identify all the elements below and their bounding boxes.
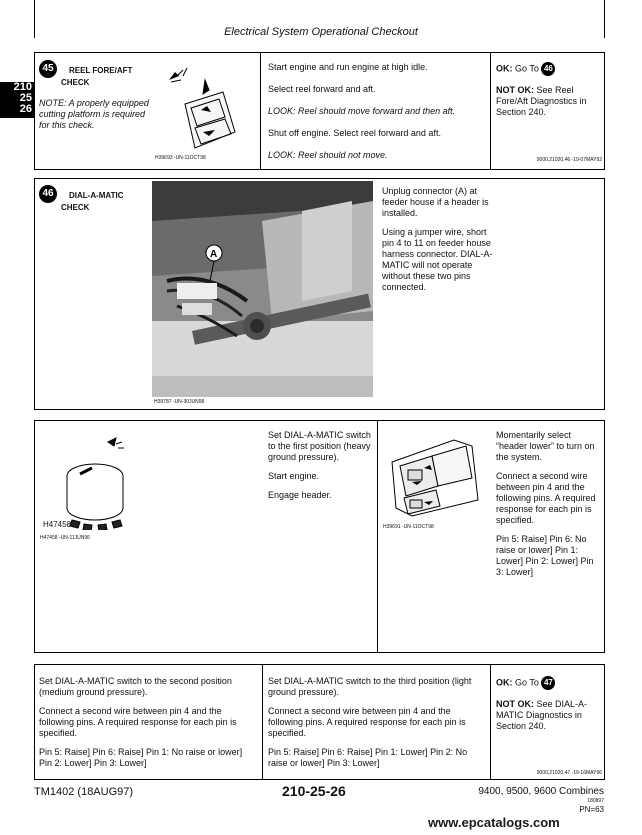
step-46c-col1-p2: Connect a second wire between pin 4 and the following pins. A required response for each pin is specified. — [39, 706, 237, 738]
step-45-notok-text: See Reel Fore/Aft Diagnostics in Section 240. — [496, 85, 587, 117]
step-46b-col1-p3: Engage header. — [268, 490, 332, 500]
footer-models: 9400, 9500, 9600 Combines — [478, 786, 604, 797]
step-46c-ref: 9000,21020,47 -19-16MAY96 — [536, 770, 602, 776]
reel-switch-illustration — [155, 62, 255, 160]
step-45-notok-line — [496, 85, 602, 118]
step-46c-col2-p2: Connect a second wire between pin 4 and the following pins. A required response for each pin is specified. — [268, 706, 466, 738]
step-46-photo-caption: H39787 -UN-30JUN98 — [154, 399, 205, 405]
step-45-ok-label: OK: — [496, 63, 513, 74]
side-tab-line1: 210 — [13, 81, 32, 93]
step-45-divider-1 — [260, 52, 261, 170]
footer-page-number: 210-25-26 — [282, 783, 346, 799]
step-46-title-line2: CHECK — [61, 203, 90, 212]
step-46c-col1 — [39, 676, 257, 769]
step-46c-col1-p1: Set DIAL-A-MATIC switch to the second position (medium ground pressure). — [39, 676, 232, 697]
step-46b-col1 — [268, 430, 373, 501]
step-45-ok-line — [496, 62, 602, 76]
step-46c-ok-step[interactable]: 47 — [541, 676, 555, 690]
step-45-instruction-2: Select reel forward and aft. — [268, 84, 376, 94]
step-45-results — [496, 62, 602, 118]
step-45-divider-2 — [490, 52, 491, 170]
switch-illustration-caption: H39691 -UN-11OCT98 — [383, 524, 434, 530]
step-45-instruction-3: LOOK: Reel should move forward and then aft. — [268, 106, 456, 116]
step-46c-ok-text: Go To — [515, 677, 539, 688]
step-46c-notok-line — [496, 699, 602, 732]
side-tab-line3: 26 — [19, 103, 32, 115]
step-45-instructions — [268, 62, 486, 161]
step-46c-col2 — [268, 676, 486, 769]
step-46c-divider-2 — [490, 664, 491, 780]
step-45-title — [39, 60, 154, 87]
step-46b-divider — [377, 420, 378, 653]
step-45-notok-label: NOT OK: — [496, 85, 534, 95]
step-45-instruction-1: Start engine and run engine at high idle. — [268, 62, 428, 72]
side-tab-line2: 25 — [19, 92, 32, 104]
step-46b-col2 — [496, 430, 602, 578]
step-45-title-line2: CHECK — [61, 78, 90, 87]
step-46-p2: Using a jumper wire, short pin 4 to 11 on feeder house harness connector. DIAL-A-MATIC will not operate without these two pins connected. — [382, 227, 493, 292]
step-46c-results — [496, 676, 602, 732]
step-46c-divider-1 — [262, 664, 263, 780]
step-46-p1: Unplug connector (A) at feeder house if a header is installed. — [382, 186, 489, 218]
dial-a-matic-knob-illustration — [40, 430, 140, 530]
step-46c-notok-label: NOT OK: — [496, 699, 534, 709]
step-45-image-caption: H39693 -UN-11OCT98 — [155, 155, 206, 161]
photo-callout-a: A — [210, 249, 218, 260]
step-46b-col2-p1: Momentarily select “header lower” to turn on the system. — [496, 430, 595, 462]
step-45-instruction-5: LOOK: Reel should not move. — [268, 150, 388, 160]
step-46b-col1-p2: Start engine. — [268, 471, 320, 481]
step-45-number: 45 — [39, 60, 57, 78]
step-46c-ok-label: OK: — [496, 677, 513, 688]
header-control-switch-illustration — [382, 432, 482, 522]
knob-illustration-code: H47458 — [43, 520, 72, 529]
footer-pn: PN=63 — [579, 805, 604, 814]
page-header-title: Electrical System Operational Checkout — [224, 26, 418, 38]
step-45-note: NOTE: A properly equipped cutting platform is required for this check. — [39, 98, 149, 130]
step-46c-notok-text: See DIAL-A-MATIC Diagnostics in Section 240. — [496, 699, 588, 731]
step-46b-col2-p2: Connect a second wire between pin 4 and the following pins. A required response for each pin is specified. — [496, 471, 596, 525]
step-46-title-line1: DIAL-A-MATIC — [69, 191, 124, 200]
footer-watermark: www.epcatalogs.com — [428, 815, 560, 830]
feeder-house-connector-photo — [152, 181, 373, 397]
step-46-instructions — [382, 186, 494, 293]
step-46c-col2-p3: Pin 5: Raise] Pin 6: Raise] Pin 1: Lower] Pin 2: No raise or lower] Pin 3: Lower] — [268, 747, 468, 768]
step-45-ok-text: Go To — [515, 63, 539, 74]
footer-code: 180897 — [587, 798, 604, 804]
footer-manual-id: TM1402 (18AUG97) — [34, 786, 134, 798]
step-46c-ok-line — [496, 676, 602, 690]
section-side-tab — [0, 82, 34, 118]
step-46b-col2-p3: Pin 5: Raise] Pin 6: No raise or lower] Pin 1: Lower] Pin 2: Lower] Pin 3: Lower] — [496, 534, 594, 577]
knob-illustration-caption: H47458 -UN-11JUN96 — [40, 535, 90, 541]
step-46-number: 46 — [39, 185, 57, 203]
step-45-title-line1: REEL FORE/AFT — [69, 66, 133, 75]
step-46-title — [39, 185, 154, 212]
step-45-instruction-4: Shut off engine. Select reel forward and aft. — [268, 128, 441, 138]
step-45-ref: 9000,21020,46 -19-07MAY92 — [536, 157, 602, 163]
step-45-ok-step[interactable]: 46 — [541, 62, 555, 76]
step-46b-col1-p1: Set DIAL-A-MATIC switch to the first position (heavy ground pressure). — [268, 430, 371, 462]
step-46c-col2-p1: Set DIAL-A-MATIC switch to the third position (light ground pressure). — [268, 676, 472, 697]
step-46c-col1-p3: Pin 5: Raise] Pin 6: Raise] Pin 1: No raise or lower] Pin 2: Lower] Pin 3: Lower] — [39, 747, 243, 768]
